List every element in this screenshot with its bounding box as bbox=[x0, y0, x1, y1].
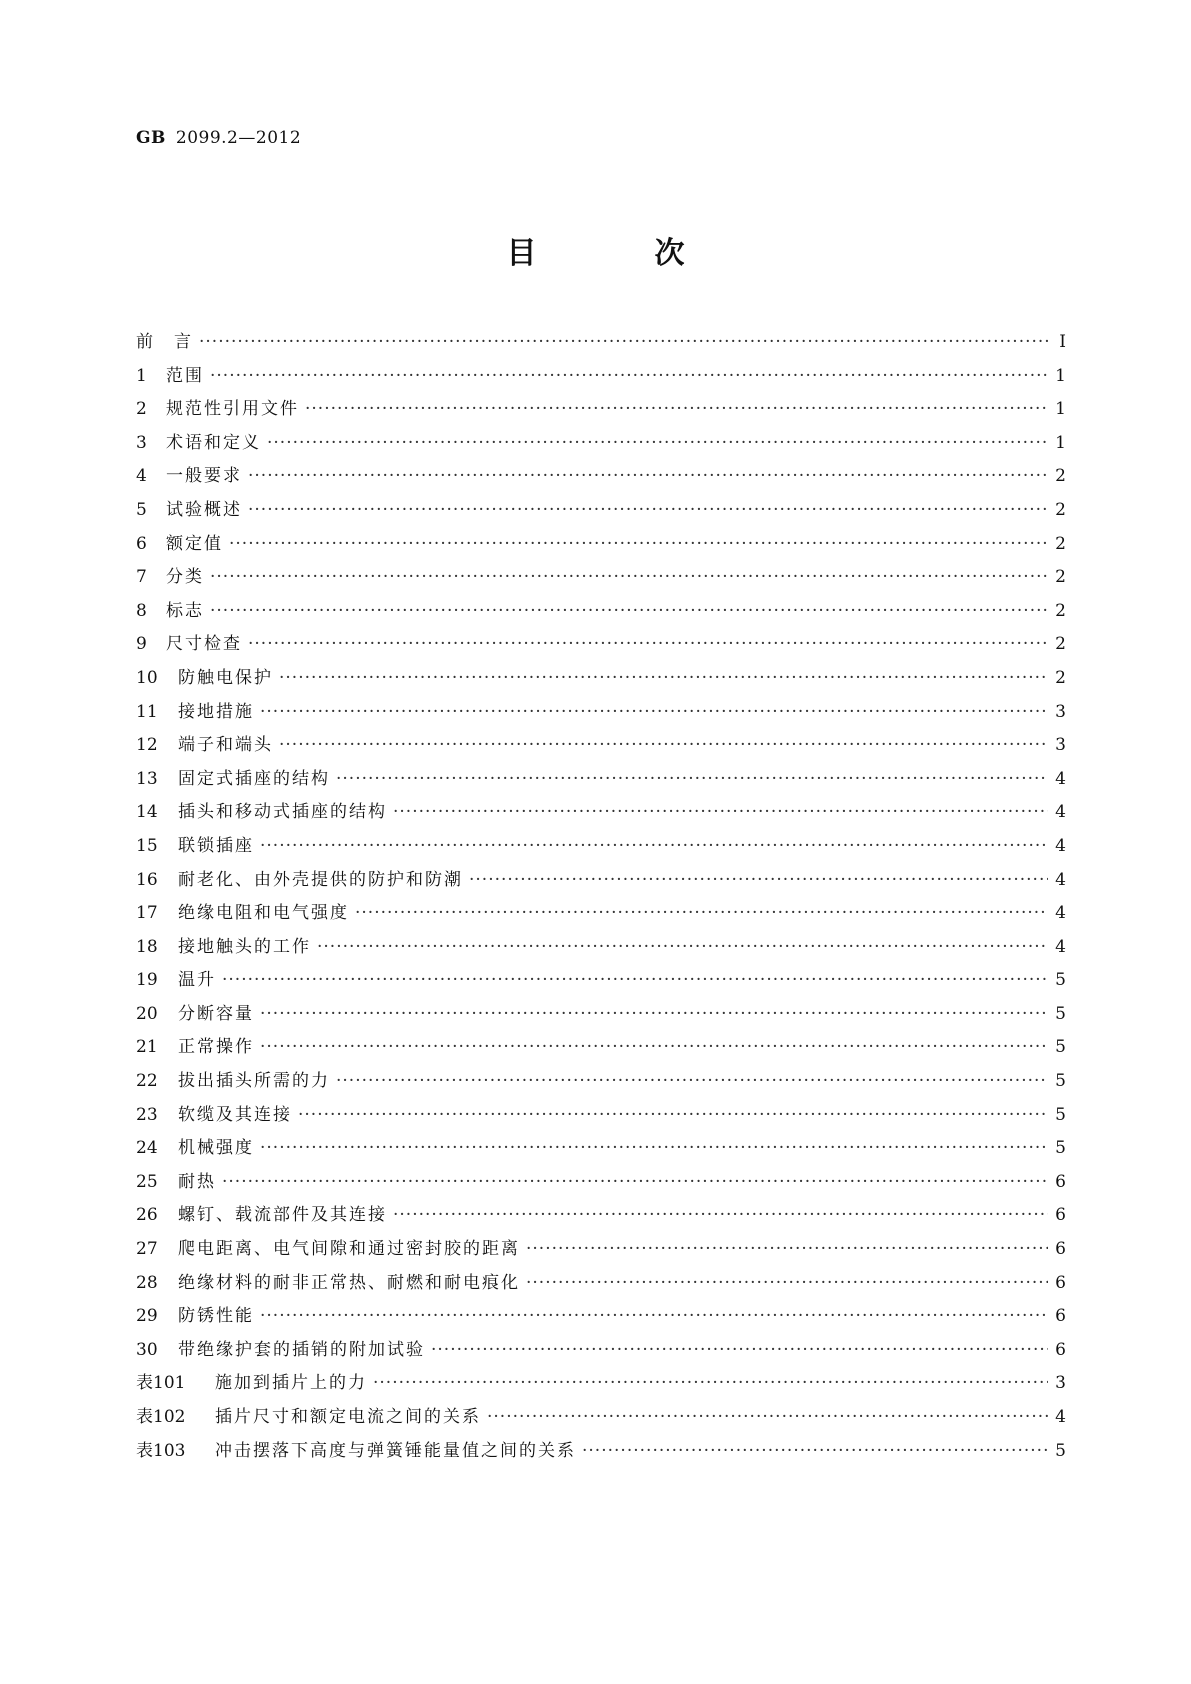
toc-entry-number: 21 bbox=[136, 1037, 158, 1058]
toc-entry-title: 端子和端头 bbox=[178, 735, 273, 756]
toc-entry[interactable] bbox=[136, 1199, 1066, 1233]
toc-entry-title: 范围 bbox=[166, 365, 204, 386]
toc-entry-page: 5 bbox=[1055, 1440, 1066, 1461]
toc-entry-title: 一般要求 bbox=[166, 466, 242, 487]
toc-entry-number: 17 bbox=[136, 903, 158, 924]
toc-dot-leader bbox=[260, 1300, 1048, 1334]
toc-entry-number: 15 bbox=[136, 835, 158, 856]
toc-entry-title: 规范性引用文件 bbox=[166, 399, 299, 420]
toc-entry[interactable] bbox=[136, 1367, 1066, 1401]
toc-dot-leader bbox=[582, 1435, 1048, 1469]
toc-dot-leader bbox=[248, 460, 1048, 494]
toc-entry-title: 尺寸检查 bbox=[166, 634, 242, 655]
table-of-contents bbox=[136, 326, 1066, 1468]
toc-entry-page: 2 bbox=[1055, 634, 1066, 655]
toc-entry-page: 5 bbox=[1055, 1071, 1066, 1092]
toc-entry-page: 4 bbox=[1055, 802, 1066, 823]
toc-entry-title: 前 言 bbox=[136, 332, 193, 352]
toc-entry[interactable] bbox=[136, 964, 1066, 998]
toc-entry-title: 分类 bbox=[166, 567, 204, 588]
toc-entry-number: 表103 bbox=[136, 1440, 186, 1461]
toc-entry-page: 4 bbox=[1055, 1407, 1066, 1427]
toc-entry-number: 26 bbox=[136, 1205, 158, 1226]
toc-entry-title: 术语和定义 bbox=[166, 432, 261, 453]
toc-entry[interactable] bbox=[136, 1300, 1066, 1334]
toc-entry-number: 3 bbox=[136, 432, 147, 453]
toc-dot-leader bbox=[355, 897, 1048, 931]
toc-entry-page: 3 bbox=[1055, 701, 1066, 722]
toc-entry[interactable] bbox=[136, 326, 1066, 360]
toc-entry-page: 5 bbox=[1055, 1104, 1066, 1125]
toc-entry-page: 4 bbox=[1055, 869, 1066, 890]
toc-entry-page: 4 bbox=[1055, 835, 1066, 856]
toc-entry-number: 18 bbox=[136, 936, 158, 957]
toc-entry-number: 30 bbox=[136, 1339, 158, 1360]
toc-entry-page: 2 bbox=[1055, 533, 1066, 554]
toc-entry-page: 6 bbox=[1055, 1306, 1066, 1327]
toc-entry-page: 4 bbox=[1055, 768, 1066, 789]
toc-entry-title: 施加到插片上的力 bbox=[215, 1373, 367, 1394]
toc-dot-leader bbox=[260, 998, 1048, 1032]
page-title: 目 次 bbox=[506, 236, 729, 271]
toc-entry-number: 12 bbox=[136, 735, 158, 756]
toc-entry-title: 试验概述 bbox=[166, 499, 242, 520]
toc-entry[interactable] bbox=[136, 729, 1066, 763]
toc-entry-number: 29 bbox=[136, 1306, 158, 1327]
toc-entry-number: 23 bbox=[136, 1104, 158, 1125]
toc-entry-page: 2 bbox=[1055, 499, 1066, 520]
toc-entry-page: 5 bbox=[1055, 1003, 1066, 1024]
toc-entry-title: 额定值 bbox=[166, 533, 223, 554]
toc-entry-number: 28 bbox=[136, 1272, 158, 1293]
toc-entry-number: 7 bbox=[136, 567, 147, 588]
toc-entry[interactable] bbox=[136, 1132, 1066, 1166]
toc-dot-leader bbox=[373, 1367, 1048, 1401]
toc-entry-page: 6 bbox=[1055, 1339, 1066, 1360]
toc-dot-leader bbox=[317, 931, 1048, 965]
toc-entry-number: 表101 bbox=[136, 1373, 186, 1394]
toc-entry-title: 耐热 bbox=[178, 1171, 216, 1192]
toc-dot-leader bbox=[336, 1065, 1048, 1099]
toc-entry-number: 10 bbox=[136, 667, 158, 688]
toc-entry-number: 19 bbox=[136, 970, 158, 991]
toc-entry-number: 20 bbox=[136, 1003, 158, 1024]
toc-dot-leader bbox=[305, 393, 1048, 427]
toc-entry[interactable] bbox=[136, 561, 1066, 595]
toc-entry-page: 6 bbox=[1055, 1239, 1066, 1260]
toc-entry-title: 联锁插座 bbox=[178, 835, 254, 856]
toc-dot-leader bbox=[298, 1099, 1048, 1133]
toc-entry-title: 正常操作 bbox=[178, 1037, 254, 1058]
toc-entry-page: 1 bbox=[1055, 399, 1066, 420]
toc-dot-leader bbox=[222, 964, 1048, 998]
toc-entry[interactable] bbox=[136, 1435, 1066, 1469]
toc-entry-number: 2 bbox=[136, 399, 147, 420]
toc-entry-page: 5 bbox=[1055, 1138, 1066, 1159]
toc-entry-number: 4 bbox=[136, 466, 147, 487]
toc-entry-title: 接地措施 bbox=[178, 701, 254, 722]
toc-entry-number: 表102 bbox=[136, 1407, 186, 1427]
toc-entry[interactable] bbox=[136, 595, 1066, 629]
toc-entry[interactable] bbox=[136, 494, 1066, 528]
toc-entry-page: 4 bbox=[1055, 936, 1066, 957]
toc-entry[interactable] bbox=[136, 427, 1066, 461]
toc-entry-number: 1 bbox=[136, 365, 147, 386]
toc-entry-number: 14 bbox=[136, 802, 158, 823]
toc-entry[interactable] bbox=[136, 796, 1066, 830]
toc-entry[interactable] bbox=[136, 1031, 1066, 1065]
toc-entry-title: 温升 bbox=[178, 970, 216, 991]
toc-entry-page: 6 bbox=[1055, 1171, 1066, 1192]
toc-entry[interactable] bbox=[136, 360, 1066, 394]
toc-dot-leader bbox=[229, 528, 1048, 562]
toc-dot-leader bbox=[210, 360, 1048, 394]
toc-dot-leader bbox=[431, 1334, 1048, 1368]
toc-entry-title: 耐老化、由外壳提供的防护和防潮 bbox=[178, 869, 463, 890]
toc-entry-title: 爬电距离、电气间隙和通过密封胶的距离 bbox=[178, 1239, 520, 1260]
toc-dot-leader bbox=[526, 1267, 1048, 1301]
toc-entry-number: 5 bbox=[136, 499, 147, 520]
toc-entry[interactable] bbox=[136, 830, 1066, 864]
toc-entry-title: 插片尺寸和额定电流之间的关系 bbox=[215, 1407, 481, 1427]
toc-entry-number: 24 bbox=[136, 1138, 158, 1159]
toc-dot-leader bbox=[210, 595, 1048, 629]
toc-entry-page: Ⅰ bbox=[1059, 332, 1066, 352]
toc-entry-title: 插头和移动式插座的结构 bbox=[178, 802, 387, 823]
toc-dot-leader bbox=[210, 561, 1048, 595]
toc-entry[interactable] bbox=[136, 1099, 1066, 1133]
toc-entry-page: 5 bbox=[1055, 970, 1066, 991]
toc-entry-page: 6 bbox=[1055, 1272, 1066, 1293]
toc-entry-title: 冲击摆落下高度与弹簧锤能量值之间的关系 bbox=[215, 1440, 576, 1461]
toc-entry-number: 22 bbox=[136, 1071, 158, 1092]
toc-entry-page: 3 bbox=[1055, 735, 1066, 756]
toc-entry-page: 1 bbox=[1055, 432, 1066, 453]
toc-entry-title: 软缆及其连接 bbox=[178, 1104, 292, 1125]
toc-entry-title: 防触电保护 bbox=[178, 667, 273, 688]
toc-dot-leader bbox=[469, 864, 1048, 898]
toc-dot-leader bbox=[199, 326, 1048, 360]
toc-entry[interactable] bbox=[136, 1065, 1066, 1099]
toc-dot-leader bbox=[260, 1031, 1048, 1065]
toc-entry-number: 16 bbox=[136, 869, 158, 890]
toc-entry[interactable] bbox=[136, 897, 1066, 931]
toc-entry-title: 螺钉、载流部件及其连接 bbox=[178, 1205, 387, 1226]
toc-entry[interactable] bbox=[136, 1334, 1066, 1368]
toc-entry[interactable] bbox=[136, 393, 1066, 427]
toc-dot-leader bbox=[336, 763, 1048, 797]
toc-entry-page: 1 bbox=[1055, 365, 1066, 386]
document-code bbox=[136, 128, 301, 148]
standard-prefix: GB bbox=[136, 128, 166, 148]
toc-entry-title: 绝缘电阻和电气强度 bbox=[178, 903, 349, 924]
toc-entry-number: 11 bbox=[136, 701, 158, 722]
toc-entry-number: 9 bbox=[136, 634, 147, 655]
toc-dot-leader bbox=[393, 796, 1048, 830]
toc-entry-title: 拔出插头所需的力 bbox=[178, 1071, 330, 1092]
toc-entry[interactable] bbox=[136, 931, 1066, 965]
toc-entry-title: 绝缘材料的耐非正常热、耐燃和耐电痕化 bbox=[178, 1272, 520, 1293]
toc-entry-page: 2 bbox=[1055, 466, 1066, 487]
toc-entry-number: 25 bbox=[136, 1171, 158, 1192]
toc-entry[interactable] bbox=[136, 528, 1066, 562]
toc-entry-page: 3 bbox=[1055, 1373, 1066, 1394]
toc-dot-leader bbox=[260, 696, 1048, 730]
toc-entry-page: 2 bbox=[1055, 667, 1066, 688]
toc-entry-page: 2 bbox=[1055, 567, 1066, 588]
toc-entry[interactable] bbox=[136, 662, 1066, 696]
toc-entry-title: 标志 bbox=[166, 600, 204, 621]
toc-entry[interactable] bbox=[136, 460, 1066, 494]
toc-entry-page: 5 bbox=[1055, 1037, 1066, 1058]
toc-entry[interactable] bbox=[136, 696, 1066, 730]
toc-entry-title: 带绝缘护套的插销的附加试验 bbox=[178, 1339, 425, 1360]
toc-dot-leader bbox=[222, 1166, 1048, 1200]
toc-entry[interactable] bbox=[136, 763, 1066, 797]
toc-entry-title: 机械强度 bbox=[178, 1138, 254, 1159]
toc-dot-leader bbox=[279, 729, 1048, 763]
toc-entry-number: 6 bbox=[136, 533, 147, 554]
toc-dot-leader bbox=[260, 830, 1048, 864]
toc-entry-number: 8 bbox=[136, 600, 147, 621]
standard-number: 2099.2—2012 bbox=[175, 128, 302, 148]
toc-dot-leader bbox=[248, 628, 1048, 662]
toc-dot-leader bbox=[279, 662, 1048, 696]
toc-entry[interactable] bbox=[136, 998, 1066, 1032]
toc-entry[interactable] bbox=[136, 1233, 1066, 1267]
toc-entry-title: 防锈性能 bbox=[178, 1306, 254, 1327]
toc-entry-page: 6 bbox=[1055, 1205, 1066, 1226]
toc-dot-leader bbox=[526, 1233, 1048, 1267]
toc-entry-title: 接地触头的工作 bbox=[178, 936, 311, 957]
toc-entry-page: 2 bbox=[1055, 600, 1066, 621]
toc-dot-leader bbox=[260, 1132, 1048, 1166]
toc-entry-title: 分断容量 bbox=[178, 1003, 254, 1024]
toc-entry-number: 27 bbox=[136, 1239, 158, 1260]
toc-dot-leader bbox=[393, 1199, 1048, 1233]
toc-entry[interactable] bbox=[136, 1166, 1066, 1200]
toc-entry[interactable] bbox=[136, 864, 1066, 898]
toc-dot-leader bbox=[248, 494, 1048, 528]
toc-dot-leader bbox=[487, 1401, 1048, 1435]
toc-entry[interactable] bbox=[136, 1267, 1066, 1301]
toc-dot-leader bbox=[267, 427, 1048, 461]
toc-entry-page: 4 bbox=[1055, 903, 1066, 924]
toc-entry[interactable] bbox=[136, 1401, 1066, 1435]
toc-entry-number: 13 bbox=[136, 768, 158, 789]
toc-entry[interactable] bbox=[136, 628, 1066, 662]
toc-entry-title: 固定式插座的结构 bbox=[178, 768, 330, 789]
